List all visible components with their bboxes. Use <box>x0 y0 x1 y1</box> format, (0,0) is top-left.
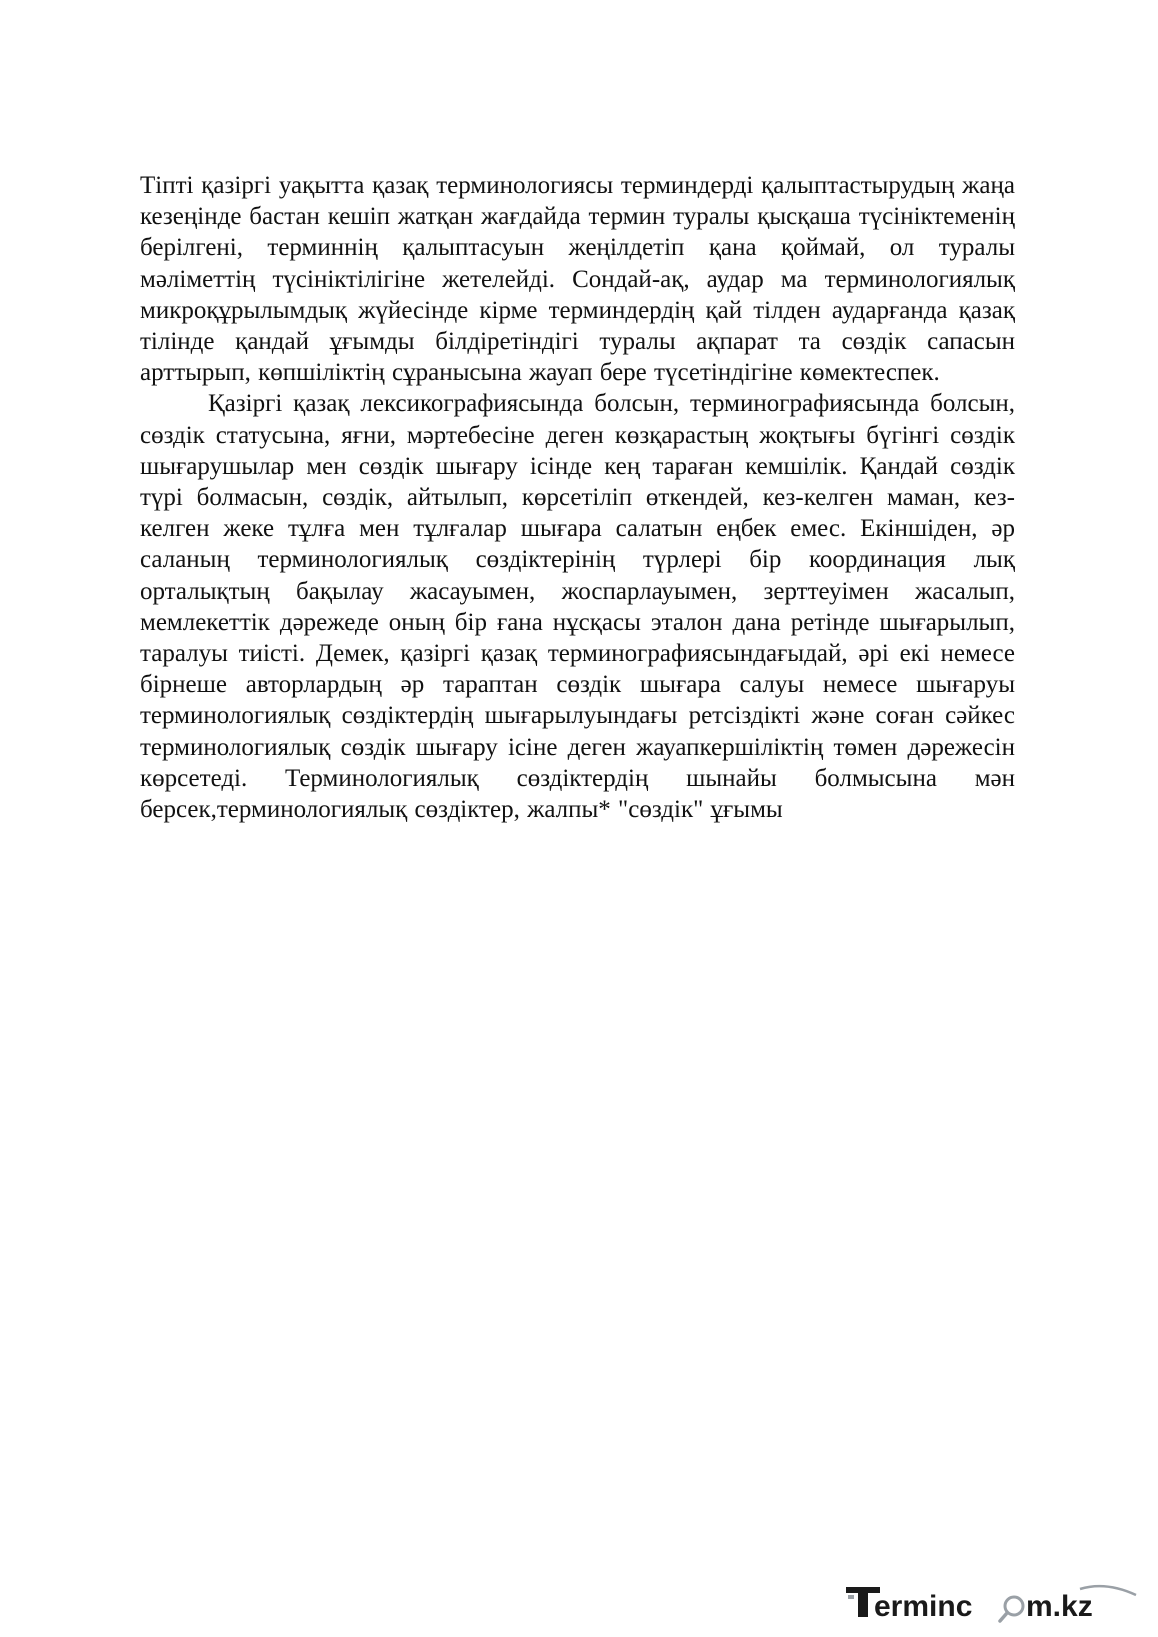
svg-text:erminc: erminc <box>874 1590 973 1623</box>
paragraph-1: Тіпті қазіргі уақытта қазақ терминологиясы терминдерді қалыптастырудың жаңа кезеңінде бастан кешіп жатқан жағдайда термин туралы қысқаша түсініктеменің берілгені, терминнің қалыптасуын жеңілдетіп қана қоймай, ол туралы мәліметтің түсініктілігіне жетелейді. Сондай-ақ, аудар ма терминологиялық микроқұрылымдық жүйесінде кірме терминдердің қай тілден аударғанда қазақ тілінде қандай ұғымды білдіретіндігі туралы ақпарат та сөздік сапасын арттырып, көпшіліктің сұранысына жауап бере түсетіндігіне көмектеспек. <box>140 172 1015 387</box>
svg-text:m.kz: m.kz <box>1026 1590 1093 1623</box>
termincom-logo <box>844 1579 1144 1627</box>
magnifier-icon <box>1000 1597 1023 1621</box>
paragraph-2: Қазіргі қазақ лексикографиясында болсын, терминографиясында болсын, сөздік статусына, яғни, мәртебесіне деген көзқарастың жоқтығы бүгінгі сөздік шығарушылар мен сөздік шығару ісінде кең тараған кемшілік. Қандай сөздік түрі болмасын, сөздік, айтылып, көрсетіліп өткендей, кез-келген маман, кез-келген жеке тұлға мен тұлғалар шығара салатын еңбек емес. Екіншіден, әр саланың терминологиялық сөздіктерінің түрлері бір координация лық орталықтың бақылау жасауымен, жоспарлауымен, зерттеуімен жасалып, мемлекеттік дәрежеде оның бір ғана нұсқасы эталон дана ретінде шығарылып, таралуы тиісті. Демек, қазіргі қазақ терминографиясындағыдай, әрі екі немесе бірнеше авторлардың әр тараптан сөздік шығара салуы немесе шығаруы терминологиялық сөздіктердің шығарылуындағы ретсіздікті және соған сәйкес терминологиялық сөздік шығару ісіне деген жауапкершіліктің төмен дәрежесін көрсетеді. Терминологиялық сөздіктердің шынайы болмысына мән берсек,терминологиялық сөздіктер, жалпы* "сөздік" ұғымы <box>140 390 1015 824</box>
termincom-watermark <box>844 1583 1144 1627</box>
body-text <box>140 170 1015 825</box>
